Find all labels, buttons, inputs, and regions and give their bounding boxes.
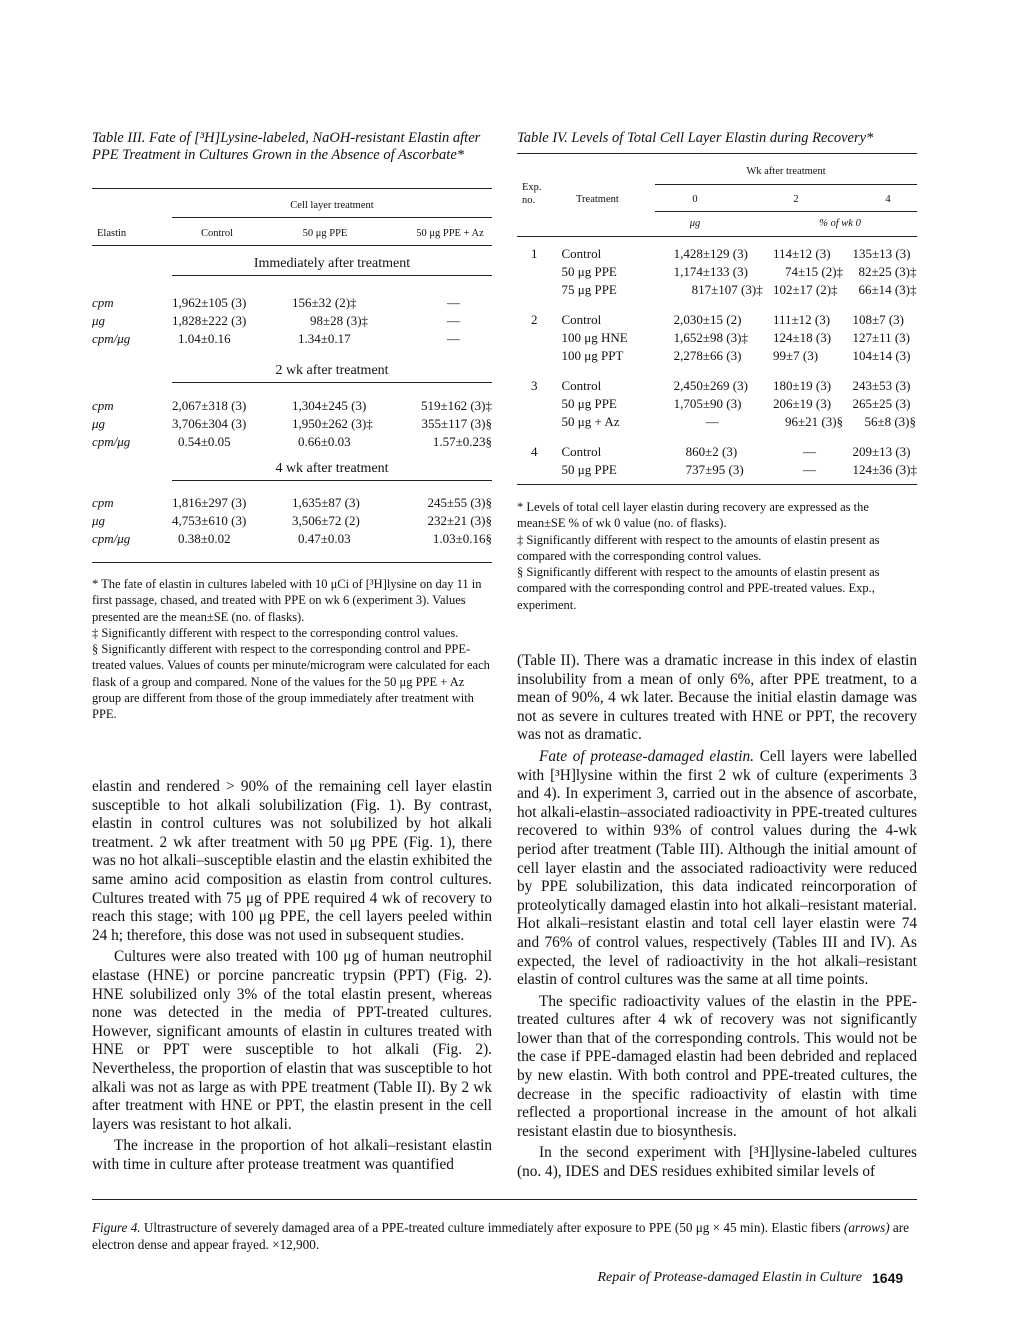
table-cell: 245±55 (3)§ (427, 495, 492, 510)
table3-footnotes (92, 576, 492, 723)
table4-col-treatment: Treatment (576, 194, 619, 205)
table-cell: 0.38±0.02 (178, 531, 231, 546)
row-label: cpm (92, 495, 114, 510)
page-number: 1649 (872, 1270, 904, 1286)
treatment-label: Control (561, 312, 602, 327)
row-label: cpm/μg (92, 331, 131, 346)
left-column-text (92, 778, 492, 1174)
table-cell: 860±2 (3) (685, 444, 738, 459)
figure-caption-text: Ultrastructure of severely damaged area of a PPE-treated culture immediately after exposure to PPE (50 μg × 45 min). Elastic fibers (140, 1220, 844, 1235)
table4-unit-other: % of wk 0 (819, 218, 861, 229)
table4-footnotes (517, 499, 917, 613)
table-cell: 2,030±15 (2) (673, 312, 742, 327)
treatment-label: 100 μg HNE (561, 330, 628, 345)
table-row (92, 415, 492, 433)
table-cell: 66±14 (3)‡ (858, 282, 917, 297)
table-cell: 737±95 (3) (685, 462, 744, 477)
table-cell: — (447, 295, 460, 310)
table-cell: 4,753±610 (3) (172, 513, 247, 528)
table-row (92, 330, 492, 348)
table4-col-exp: Exp. no. (522, 182, 542, 206)
table-row (92, 397, 492, 415)
table4-bottom-rule (517, 484, 917, 485)
table-cell: 0.66±0.03 (298, 434, 351, 449)
row-label: cpm/μg (92, 531, 131, 546)
table3-section-1-body (92, 294, 492, 348)
table-row (517, 347, 917, 365)
table3-section-3-body (92, 494, 492, 548)
footnote: ‡ Significantly different with respect to the amounts of elastin present as compared with the corresponding control values. (517, 532, 880, 563)
table-cell: — (447, 331, 460, 346)
treatment-label: 50 μg PPE (561, 264, 617, 279)
table-cell: 2,450±269 (3) (673, 378, 748, 393)
table-cell: 135±13 (3) (852, 246, 911, 261)
table3-col-elastin: Elastin (97, 228, 127, 239)
table-row (517, 377, 917, 395)
table-cell: 232±21 (3)§ (427, 513, 492, 528)
table4-group-rule (655, 184, 917, 185)
table4-header-rule (517, 236, 917, 237)
table-row (517, 395, 917, 413)
table-cell: 1,950±262 (3)‡ (292, 416, 373, 431)
table-cell: 1.57±0.23§ (432, 434, 492, 449)
paragraph: In the second experiment with [³H]lysine-labeled cultures (no. 4), IDES and DES residues exhibited similar levels of (517, 1144, 917, 1181)
figure-caption-text-2: are electron dense and appear frayed. ×12,900. (92, 1220, 910, 1252)
table3-caption: Table III. Fate of [³H]Lysine-labeled, NaOH-resistant Elastin after PPE Treatment in Cultures Grown in the Absence of Ascorbate* (92, 130, 481, 163)
table3-bottom-rule (92, 562, 492, 563)
table-cell: 1.03±0.16§ (432, 531, 492, 546)
table3-section-title: 2 wk after treatment (275, 363, 389, 378)
table-cell: 206±19 (3) (773, 396, 832, 411)
table-cell: 156±32 (2)‡ (292, 295, 357, 310)
table4-top-rule (517, 153, 917, 154)
table-cell: 127±11 (3) (852, 330, 911, 345)
table-cell: — (447, 313, 460, 328)
table4-col-wk0: 0 (692, 194, 698, 205)
treatment-label: 75 μg PPE (561, 282, 617, 297)
treatment-label: 50 μg PPE (561, 462, 617, 477)
table-cell: 3,506±72 (2) (292, 513, 360, 528)
table3-section-title: 4 wk after treatment (275, 461, 389, 476)
table-row (92, 433, 492, 451)
table-cell: 817±107 (3)‡ (691, 282, 763, 297)
table-cell: 1,174±133 (3) (673, 264, 748, 279)
table-cell: 102±17 (2)‡ (773, 282, 838, 297)
footnote: * Levels of total cell layer elastin during recovery are expressed as the mean±SE % of wk 0 value (no. of flasks). (517, 500, 869, 531)
table-cell: 1.34±0.17 (298, 331, 351, 346)
table-cell: 1,705±90 (3) (673, 396, 742, 411)
figure-caption-arrows: (arrows) (843, 1220, 890, 1235)
table4-body (517, 245, 917, 479)
table3-section-rule (172, 382, 492, 383)
table-row (517, 413, 917, 431)
table-cell: 108±7 (3) (852, 312, 904, 327)
table-cell: 1.04±0.16 (178, 331, 231, 346)
table-cell: 1,635±87 (3) (292, 495, 360, 510)
row-label: μg (92, 313, 106, 328)
table-cell: 99±7 (3) (773, 348, 819, 363)
table3-group-header: Cell layer treatment (290, 200, 374, 211)
exp-number: 1 (531, 246, 538, 261)
table-cell: 104±14 (3) (852, 348, 911, 363)
table3-section-2-body (92, 397, 492, 451)
table4-col-wk2: 2 (793, 194, 799, 205)
table-cell: 265±25 (3) (852, 396, 911, 411)
table-cell: 124±36 (3)‡ (852, 462, 917, 477)
table-row (517, 263, 917, 281)
footnote: * The fate of elastin in cultures labeled with 10 μCi of [³H]lysine on day 11 in first passage, chased, and treated with PPE on wk 6 (experiment 3). Values presented are the mean±SE (no. of flasks). (92, 577, 482, 624)
table-cell: — (803, 462, 817, 477)
treatment-label: 50 μg + Az (561, 414, 620, 429)
table-row (517, 245, 917, 263)
paragraph-text: Cell layers were labelled with [³H]lysine within the first 2 wk of culture (experiments 3 and 4). In experiment 3, carried out in the absence of ascorbate, hot alkali-elastin–associated radioactivity in PPE-treated cultures recovered to within 93% of control values during the 4-wk period after treatment (Table III). Although the initial amount of cell layer elastin and the associated radioactivity were reduced by PPE solubilization, this data indicated reincorporation of proteolytically damaged elastin into hot alkali–resistant material. Hot alkali–resistant elastin and total cell layer elastin were 74 and 76% of control values, respectively (Tables III and IV). As expected, the level of radioactivity in the hot alkali–resistant elastin of control cultures was the same at all time points. (517, 747, 917, 989)
table-cell: 355±117 (3)§ (421, 416, 492, 431)
table-cell: — (803, 444, 817, 459)
right-column-text (517, 652, 917, 1182)
footnote: § Significantly different with respect to the corresponding control and PPE-treated values. Values of counts per minute/microgram were calculated for each flask of a group and compared. None of the values for the 50 μg PPE + Az group are different from those of the group immediately after treatment with PPE. (92, 642, 490, 722)
table4-unit-wk0: μg (689, 218, 701, 229)
treatment-label: 50 μg PPE (561, 396, 617, 411)
paragraph: (Table II). There was a dramatic increase in this index of elastin insolubility from a mean of only 6%, after PPE treatment, to a mean of 90%, 4 wk later. Because the initial elastin damage was not as severe in cultures treated with HNE or PPT, the recovery was not as dramatic. (517, 652, 917, 744)
figure-label: Figure 4. (92, 1220, 141, 1235)
table-cell: 0.47±0.03 (298, 531, 351, 546)
table-cell: 74±15 (2)‡ (785, 264, 844, 279)
row-label: cpm/μg (92, 434, 131, 449)
table-row (92, 294, 492, 312)
table4-unit-rule (655, 211, 917, 212)
table-cell: 0.54±0.05 (178, 434, 231, 449)
table3-section-rule (172, 480, 492, 481)
table-cell: 114±12 (3) (773, 246, 831, 261)
table-cell: 1,428±129 (3) (673, 246, 748, 261)
table-cell: 519±162 (3)‡ (420, 398, 492, 413)
table4-col-wk4: 4 (885, 194, 891, 205)
row-label: cpm (92, 295, 114, 310)
running-title: Repair of Protease-damaged Elastin in Culture (597, 1270, 862, 1285)
table-row (517, 443, 917, 461)
table3-header-rule (92, 245, 492, 246)
table3-col-ppe: 50 μg PPE (302, 228, 348, 239)
table-row (92, 530, 492, 548)
table3-col-control: Control (200, 228, 234, 239)
paragraph: The specific radioactivity values of the elastin in the PPE-treated cultures after 4 wk of recovery was not significantly lower than that of the corresponding controls. This would not be the case if PPE-damaged elastin had been debrided and replaced by new elastin. With both control and PPE-treated cultures, the decrease in the specific radioactivity of elastin with time reflected a proportional increase in the amount of hot alkali resistant elastin due to biosynthesis. (517, 992, 917, 1140)
table3-top-rule (92, 188, 492, 189)
table3-section-title: Immediately after treatment (253, 256, 411, 271)
paragraph (517, 748, 917, 990)
exp-number: 4 (531, 444, 538, 459)
table-cell: — (705, 414, 719, 429)
table-cell: 2,278±66 (3) (673, 348, 742, 363)
table-cell: 96±21 (3)§ (785, 414, 844, 429)
table-row (92, 312, 492, 330)
row-label: μg (92, 416, 106, 431)
table-row (92, 494, 492, 512)
table-cell: 209±13 (3) (852, 444, 911, 459)
treatment-label: Control (561, 378, 602, 393)
treatment-label: Control (561, 444, 602, 459)
row-label: μg (92, 513, 106, 528)
table-cell: 124±18 (3) (773, 330, 832, 345)
exp-number: 3 (531, 378, 538, 393)
table-cell: 111±12 (3) (773, 312, 831, 327)
table-cell: 1,304±245 (3) (292, 398, 367, 413)
footnote: § Significantly different with respect to the amounts of elastin present as compared with the corresponding control and PPE-treated values. Exp., experiment. (517, 565, 880, 612)
exp-number: 2 (531, 312, 538, 327)
table-cell: 2,067±318 (3) (172, 398, 247, 413)
table-row (517, 281, 917, 299)
paragraph: The increase in the proportion of hot alkali–resistant elastin with time in culture after protease treatment was quantified (92, 1137, 492, 1173)
table4-group-header: Wk after treatment (746, 166, 826, 177)
footnote: ‡ Significantly different with respect to the corresponding control values. (92, 625, 459, 640)
table-cell: 3,706±304 (3) (172, 416, 247, 431)
table-cell: 98±28 (3)‡ (310, 313, 369, 328)
table-cell: 82±25 (3)‡ (858, 264, 917, 279)
treatment-label: Control (561, 246, 602, 261)
table-cell: 1,962±105 (3) (172, 295, 247, 310)
table-row (517, 461, 917, 479)
table-cell: 1,652±98 (3)‡ (673, 330, 748, 345)
treatment-label: 100 μg PPT (561, 348, 624, 363)
paragraph: elastin and rendered > 90% of the remaining cell layer elastin susceptible to hot alkali solubilization (Fig. 1). By contrast, elastin in control cultures was not solubilized by hot alkali treatment. 2 wk after treatment with 50 μg PPE (Fig. 1), there was no hot alkali–susceptible elastin and the elastin exhibited the same amino acid composition as elastin from control cultures. Cultures treated with 75 μg of PPE required 4 wk of recovery to reach this stage; with 100 μg PPE, the cell layers peeled within 24 h; therefore, this dose was not used in subsequent studies. (92, 778, 492, 944)
figure-caption (92, 1219, 922, 1253)
table-row (92, 512, 492, 530)
section-heading: Fate of protease-damaged elastin. (539, 747, 754, 765)
table-row (517, 329, 917, 347)
table3-section-rule (172, 275, 492, 276)
row-label: cpm (92, 398, 114, 413)
caption-rule (92, 1199, 917, 1200)
table-cell: 1,816±297 (3) (172, 495, 247, 510)
table-cell: 1,828±222 (3) (172, 313, 247, 328)
table-cell: 56±8 (3)§ (864, 414, 916, 429)
table4-caption: Table IV. Levels of Total Cell Layer Elastin during Recovery* (517, 130, 874, 146)
paragraph: Cultures were also treated with 100 μg of human neutrophil elastase (HNE) or porcine pancreatic trypsin (PPT) (Fig. 2). HNE solubilized only 3% of the total elastin present, whereas none was detected in the media of PPT-treated cultures. However, significant amounts of elastin in cultures treated with HNE or PPT were susceptible to hot alkali (Fig. 2). Nevertheless, the proportion of elastin that was susceptible to hot alkali was not as large as with PPE treatment (Table II). By 2 wk after treatment with HNE or PPT, the elastin present in the cell layers was resistant to hot alkali. (92, 948, 492, 1133)
table-cell: 180±19 (3) (773, 378, 832, 393)
table-cell: 243±53 (3) (852, 378, 911, 393)
table3-col-ppe-az: 50 μg PPE + Az (416, 228, 484, 239)
table3-group-rule (172, 217, 492, 218)
table-row (517, 311, 917, 329)
